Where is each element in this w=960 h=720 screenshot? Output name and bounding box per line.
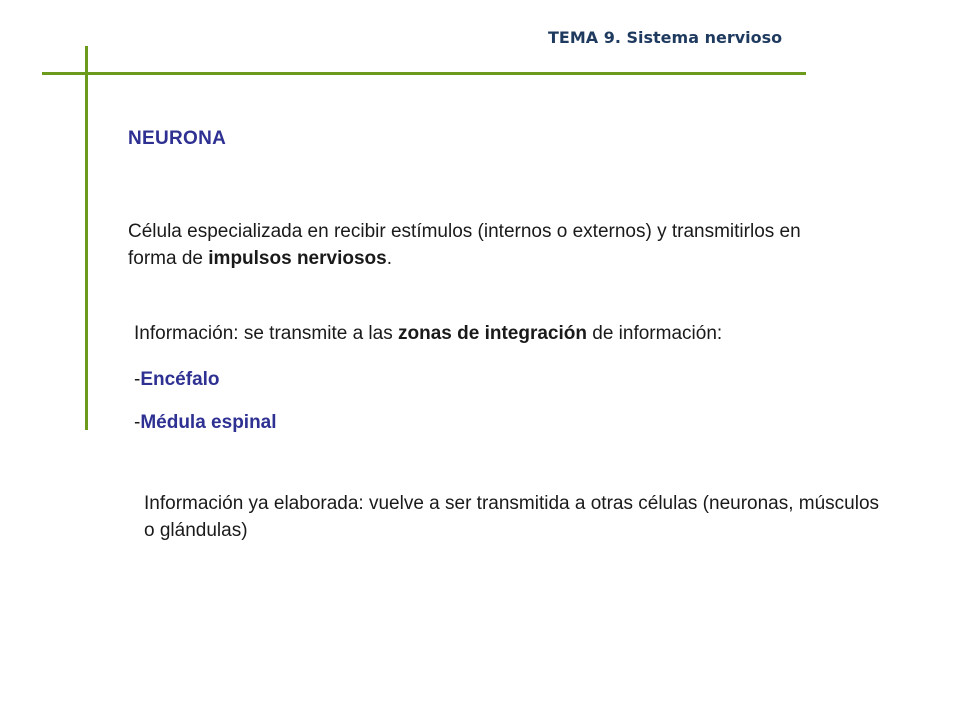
integration-text-start: Información: se transmite a las <box>134 323 398 344</box>
horizontal-rule-decoration <box>42 72 806 75</box>
slide-header-title: TEMA 9. Sistema nervioso <box>548 28 783 47</box>
list-item-prefix: - <box>134 412 141 433</box>
list-item-encefalo <box>134 366 220 393</box>
list-item-medula-espinal <box>134 409 277 436</box>
definition-paragraph <box>128 218 828 272</box>
list-item-label: Encéfalo <box>140 369 220 390</box>
section-title: NEURONA <box>128 128 227 149</box>
vertical-rule-decoration <box>85 46 88 430</box>
definition-text-end: . <box>386 248 392 269</box>
definition-text-start: Célula especializada en recibir estímulos (internos o externos) y transmitirlos en forma de <box>128 221 801 269</box>
integration-text-end: de información: <box>586 323 723 344</box>
integration-bold-term: zonas de integración <box>398 323 587 344</box>
definition-bold-term: impulsos nerviosos <box>208 248 387 269</box>
output-paragraph: Información ya elaborada: vuelve a ser transmitida a otras células (neuronas, músculos o glándulas) <box>144 493 880 541</box>
list-item-label: Médula espinal <box>140 412 277 433</box>
list-item-prefix: - <box>134 369 141 390</box>
integration-paragraph <box>134 320 894 347</box>
